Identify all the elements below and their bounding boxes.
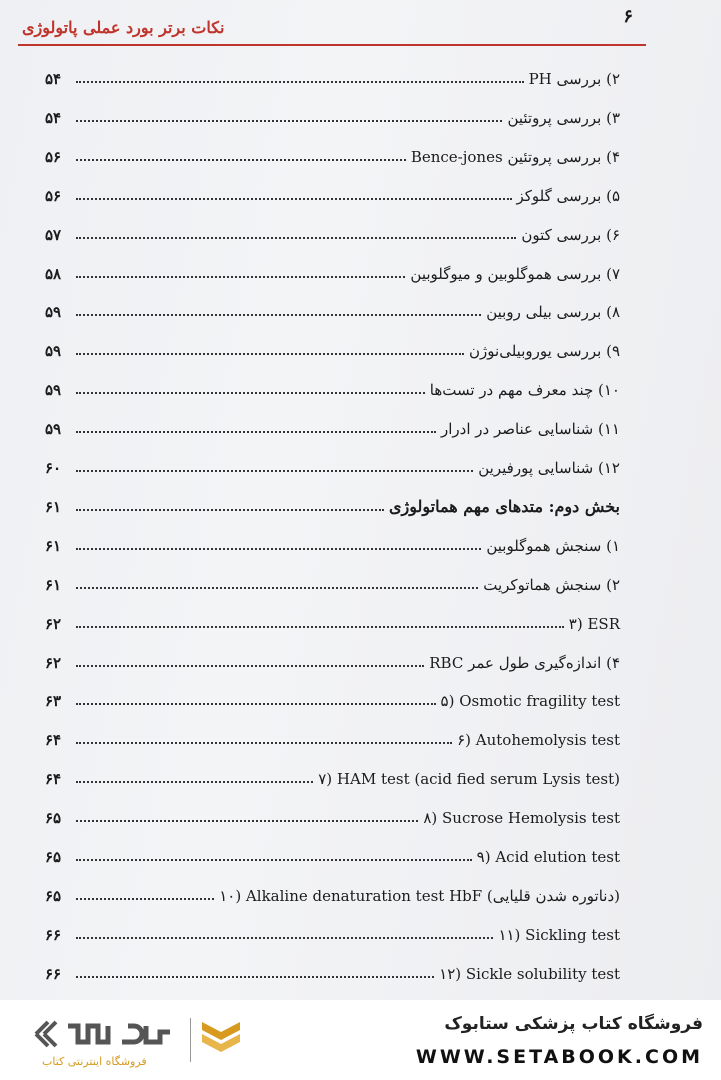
toc-entry-title: ۱۱) Sickling test xyxy=(498,925,620,944)
toc-entry xyxy=(45,179,620,205)
toc-entry-title: ۱۲) Sickle solubility test xyxy=(439,964,620,983)
toc-entry-page: ۶۶ xyxy=(45,925,62,944)
toc-entry xyxy=(45,373,620,399)
dot-leader xyxy=(76,703,436,705)
toc-entry-page: ۵۹ xyxy=(45,420,62,439)
toc-entry-page: ۶۵ xyxy=(45,809,62,828)
toc-entry xyxy=(45,412,620,438)
toc-entry-title: ۷) HAM test (acid fied serum Lysis test) xyxy=(318,770,620,789)
toc-entry-title: ۱) سنجش هموگلوبین xyxy=(486,536,620,555)
dot-leader xyxy=(76,159,406,161)
toc-entry-page: ۶۵ xyxy=(45,886,62,905)
toc-entry xyxy=(45,879,620,905)
dot-leader xyxy=(76,470,473,472)
toc-entry xyxy=(45,257,620,283)
toc-entry-page: ۶۴ xyxy=(45,770,62,789)
toc-entry-title: ۶) بررسی کتون xyxy=(521,225,620,244)
toc-entry-title: ۶) Autohemolysis test xyxy=(457,731,620,750)
toc-entry xyxy=(45,646,620,672)
toc-entry xyxy=(45,723,620,749)
toc-entry-page: ۶۱ xyxy=(45,497,62,516)
toc-entry-title: ۹) بررسی یوروبیلی‌نوژن xyxy=(469,342,620,361)
toc-entry xyxy=(45,568,620,594)
toc-entry-title: ۳) بررسی پروتئین xyxy=(507,108,620,127)
toc-entry-title: ۱۰) Alkaline denaturation test HbF (دناتوره شدن قلیایی) xyxy=(219,886,620,905)
toc-entry xyxy=(45,218,620,244)
toc-entry-title: ۷) بررسی هموگلوبین و میوگلوبین xyxy=(410,264,620,283)
store-name: فروشگاه کتاب پزشکی ستابوک xyxy=(444,1014,703,1034)
dot-leader xyxy=(76,548,481,550)
dot-leader xyxy=(76,81,524,83)
dot-leader xyxy=(76,276,405,278)
toc-entry xyxy=(45,140,620,166)
dot-leader xyxy=(76,314,481,316)
book-title: نکات برتر بورد عملی پاتولوژی xyxy=(22,18,225,37)
toc-entry-title: ۲) بررسی PH xyxy=(528,70,620,88)
dot-leader xyxy=(76,781,313,783)
toc-entry-title: ۵) بررسی گلوکز xyxy=(516,186,620,205)
toc-entry xyxy=(45,101,620,127)
toc-entry-title: ۴) اندازه‌گیری طول عمر RBC xyxy=(429,653,620,672)
toc-entry-page: ۶۲ xyxy=(45,653,62,672)
toc-entry-page: ۶۶ xyxy=(45,964,62,983)
dot-leader xyxy=(76,120,502,122)
toc-entry xyxy=(45,840,620,866)
toc-entry-page: ۵۹ xyxy=(45,342,62,361)
toc-entry-title: ۱۱) شناسایی عناصر در ادرار xyxy=(440,420,620,439)
setabook-wordmark-icon xyxy=(30,1014,180,1054)
toc-entry-title: ۳) ESR xyxy=(568,614,620,633)
logo-divider xyxy=(190,1018,191,1062)
dot-leader xyxy=(76,392,425,394)
toc-entry-title: ۴) بررسی پروتئین Bence-jones xyxy=(410,147,620,166)
toc-entry-title: ۸) Sucrose Hemolysis test xyxy=(423,809,620,828)
toc-entry-title: ۱۲) شناسایی پورفیرین xyxy=(478,459,620,477)
dot-leader xyxy=(76,665,424,667)
toc-entry xyxy=(45,918,620,944)
toc-entry-title: ۸) بررسی بیلی روبین xyxy=(486,303,620,322)
toc-entry-title: ۲) سنجش هماتوکریت xyxy=(483,575,620,594)
dot-leader xyxy=(76,509,384,511)
setabook-logo-icon xyxy=(200,1018,242,1058)
toc-entry xyxy=(45,762,620,788)
toc-entry-page: ۶۲ xyxy=(45,614,62,633)
dot-leader xyxy=(76,898,214,900)
dot-leader xyxy=(76,859,472,861)
dot-leader xyxy=(76,626,564,628)
dot-leader xyxy=(76,587,478,589)
dot-leader xyxy=(76,353,464,355)
toc-entry-page: ۵۸ xyxy=(45,264,62,283)
toc-entry xyxy=(45,607,620,633)
dot-leader xyxy=(76,937,493,939)
toc-entry xyxy=(45,801,620,827)
toc-entry-title: ۹) Acid elution test xyxy=(476,848,620,866)
toc-entry-page: ۵۹ xyxy=(45,303,62,322)
toc-entry xyxy=(45,334,620,360)
dot-leader xyxy=(76,431,436,433)
dot-leader xyxy=(76,198,512,200)
toc-section-heading xyxy=(45,490,620,516)
dot-leader xyxy=(76,976,434,978)
toc-entry xyxy=(45,684,620,710)
toc-entry-title: ۵) Osmotic fragility test xyxy=(440,692,620,711)
footer-banner xyxy=(0,1000,721,1080)
dot-leader xyxy=(76,237,516,239)
toc-entry-page: ۵۶ xyxy=(45,186,62,205)
toc-entry-page: ۵۷ xyxy=(45,225,62,244)
toc-entry-page: ۶۳ xyxy=(45,692,62,711)
toc-entry xyxy=(45,62,620,88)
page-number: ۶ xyxy=(623,6,633,27)
toc-entry-title: بخش دوم: متدهای مهم هماتولوژی xyxy=(388,496,620,516)
dot-leader xyxy=(76,742,452,744)
toc-entry-page: ۶۴ xyxy=(45,731,62,750)
toc-entry-page: ۵۹ xyxy=(45,381,62,400)
toc-entry-title: ۱۰) چند معرف مهم در تست‌ها xyxy=(429,381,620,400)
toc-entry-page: ۶۵ xyxy=(45,848,62,866)
toc-entry xyxy=(45,957,620,983)
toc-entry xyxy=(45,451,620,477)
toc-entry-page: ۵۶ xyxy=(45,147,62,166)
toc-entry xyxy=(45,529,620,555)
toc-entry-page: ۵۴ xyxy=(45,108,62,127)
toc-entry-page: ۵۴ xyxy=(45,70,62,88)
logo-subtitle: فروشگاه اینترنتی کتاب xyxy=(42,1055,147,1068)
toc-entry xyxy=(45,295,620,321)
toc-entry-page: ۶۱ xyxy=(45,575,62,594)
toc-entry-page: ۶۰ xyxy=(45,459,62,477)
dot-leader xyxy=(76,820,418,822)
toc-entry-page: ۶۱ xyxy=(45,536,62,555)
store-url[interactable]: WWW.SETABOOK.COM xyxy=(415,1046,703,1068)
